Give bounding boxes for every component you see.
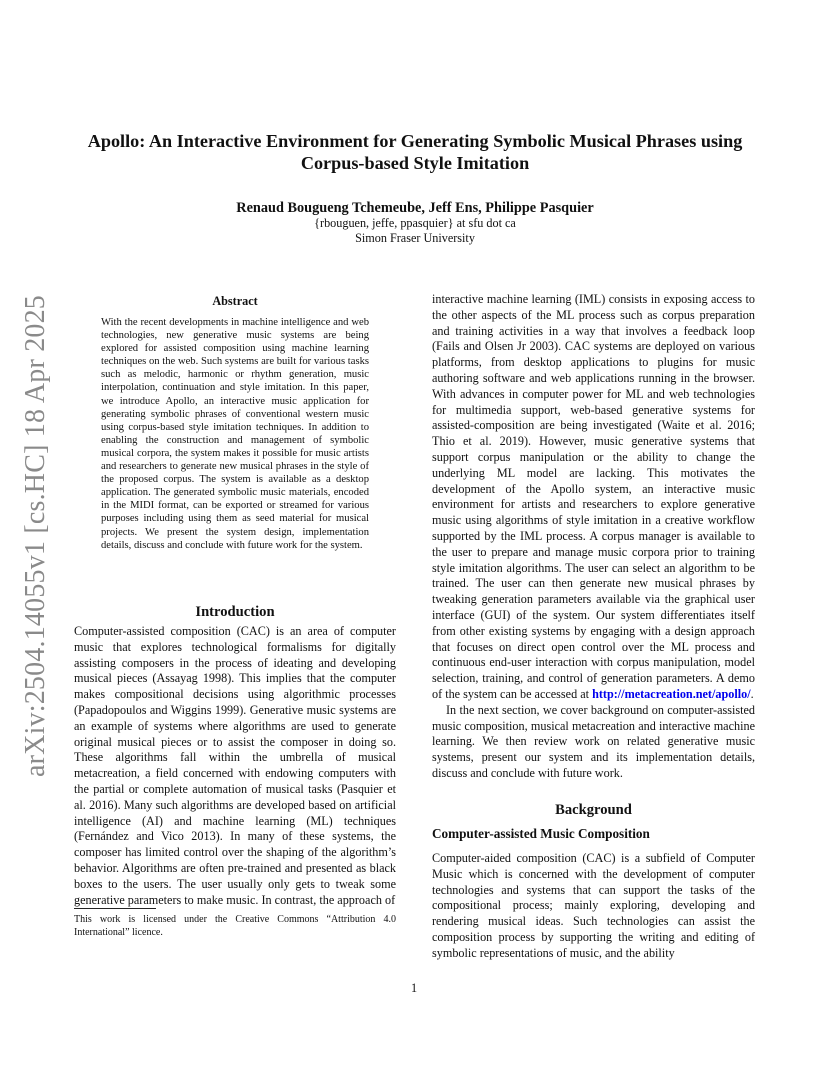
abstract-body: With the recent developments in machine intelligence and web technologies, new generative music systems are being explored for assisted composition using machine learning techniques on the web. Such systems are built for various tasks such as melodic, harmonic or rhythm generation, music interpolation, continuation and style imitation. In this paper, we introduce Apollo, an interactive music application for generating symbolic phrases of conventional western music using corpus-based style imitation techniques. In addition to enabling the construction and management of symbolic musical corpora, the system makes it possible for music artists and researchers to generate new musical phrases in the style of the proposed corpus. The system is available as a desktop application. The generated symbolic music materials, encoded in the MIDI format, can be exported or streamed for various purposes including using them as seed material for musical projects. We present the system design, implementation details, discuss and conclude with future work for the system. — [101, 317, 369, 551]
author-affiliation — [74, 216, 756, 246]
page-number: 1 — [410, 981, 418, 995]
background-body: Computer-aided composition (CAC) is a subfield of Computer Music which is concerned with the development of computer technologies and systems that can support the tasks of the compositional process; mainly exploring, developing and rendering musical ideas. Such technologies can assist the composition process by supporting the writing and editing of symbolic representations of music, and the ability — [432, 851, 755, 960]
intro-paragraph-end: . — [750, 686, 754, 701]
outline-paragraph: In the next section, we cover background on computer-assisted music composition, musical metacreation and interactive machine learning. We then review work on related generative music systems, present our system and its implementation details, discuss and conclude with future work. — [432, 702, 755, 780]
intro-paragraph-text: interactive machine learning (IML) consists in exposing access to the other aspects of the ML process such as corpus preparation and training activities in a way that involves a feedback loop (Fails and Olsen Jr 2003). CAC systems are deployed on various platforms, from desktop applications to plugins for music authoring software and web applications running in the browser. With advances in computer power for ML and web technologies for multimedia support, web-based generative systems for assisted-composition are being investigated (Waite et al. 2016; Thio et al. 2019). However, music generative systems that support corpus manipulation or the ability to change the underlying ML model are lacking. This motivates the development of the Apollo system, an interactive music environment for artists and researchers to explore generative music using algorithms of style imitation in a creative workflow supported by the IML process. A corpus manager is available to the user to prepare and manage music corpora prior to training style imitation algorithms. The user can select an algorithm to be trained. The user can then generate new musical phrases by tweaking generation parameters available via the graphical user interface (GUI) of the system. Our system differentiates itself from other existing systems by engaging with a design approach that focuses on direct open control over the ML process and continuous end-user interaction with corpus manipulation, model selection, training, and control of generation parameters. A demo of the system can be accessed at — [432, 292, 755, 701]
arxiv-identifier: arXiv:2504.14055v1 [cs.HC] 18 Apr 2025 — [20, 294, 52, 778]
cac-subheading: Computer-assisted Music Composition — [432, 826, 650, 841]
footnote-rule — [74, 908, 156, 909]
paper-authors: Renaud Bougueng Tchemeube, Jeff Ens, Philippe Pasquier — [236, 200, 594, 216]
abstract-heading: Abstract — [212, 294, 258, 308]
background-heading: Background — [555, 802, 632, 818]
demo-link[interactable]: http://metacreation.net/apollo/ — [592, 686, 751, 701]
license-footnote: This work is licensed under the Creative Commons “Attribution 4.0 International” licence. — [74, 914, 396, 938]
paper-title: Apollo: An Interactive Environment for Generating Symbolic Musical Phrases using Corpus-based Style Imitation — [87, 131, 743, 173]
author-institution: Simon Fraser University — [355, 231, 475, 245]
introduction-body: Computer-assisted composition (CAC) is an area of computer music that explores technological formalisms for digitally assisting composers in the process of ideating and developing musical pieces (Assayag 1998). This implies that the computer makes compositional decisions using algorithmic processes (Papadopoulos and Wiggins 1999). Generative music systems are an example of systems where algorithms are used to generate original musical pieces or to assist the composer in doing so. These algorithms fall within the umbrella of musical metacreation, a field concerned with endowing computers with the partial or complete automation of musical tasks (Pasquier et al. 2016). Many such algorithms are developed based on artificial intelligence (AI) and machine learning (ML) techniques (Fernández and Vico 2013). In many of these systems, the composer has limited control over the shaping of the algorithm’s behavior. Algorithms are often pre-trained and presented as black boxes to the users. The user usually only gets to tweak some generative parameters to make music. In contrast, the approach of — [74, 624, 396, 907]
intro-paragraph — [432, 292, 755, 703]
introduction-heading: Introduction — [195, 604, 275, 620]
arxiv-sidebar — [6, 294, 66, 778]
author-emails: {rbouguen, jeffe, ppasquier} at sfu dot ca — [314, 216, 516, 230]
introduction-continued — [432, 292, 755, 782]
